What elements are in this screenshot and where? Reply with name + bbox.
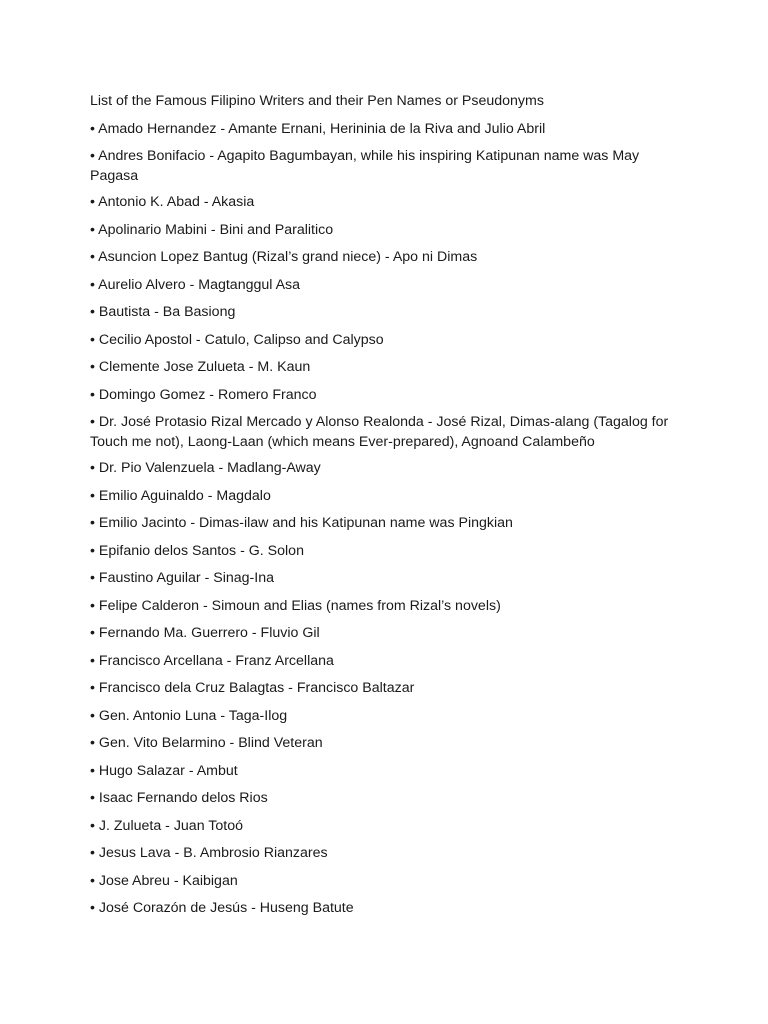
list-item: • Antonio K. Abad - Akasia (90, 194, 255, 210)
list-item: • Bautista - Ba Basiong (90, 304, 236, 320)
list-item: • Aurelio Alvero - Magtanggul Asa (90, 276, 301, 293)
list-item: • Dr. Pio Valenzuela - Madlang-Away (90, 460, 321, 476)
list-item: • Cecilio Apostol - Catulo, Calipso and Calypso (90, 331, 384, 348)
list-item: • Domingo Gomez - Romero Franco (90, 386, 317, 403)
list-item: • Francisco Arcellana - Franz Arcellana (90, 652, 334, 669)
list-item: • Faustino Aguilar - Sinag-Ina (90, 570, 274, 586)
list-item: • Felipe Calderon - Simoun and Elias (names from Rizal’s novels) (90, 597, 501, 614)
list-item: • Andres Bonifacio - Agapito Bagumbayan, while his inspiring Katipunan name was May Pagasa (90, 148, 640, 184)
list-item: • Epifanio delos Santos - G. Solon (90, 542, 304, 559)
list-item: • Jose Abreu - Kaibigan (90, 872, 238, 889)
list-item: • Dr. José Protasio Rizal Mercado y Alonso Realonda - José Rizal, Dimas-alang (Tagalog for Touch me not), Laong-Laan (which means Ever-prepared), Agnoand Calambeño (90, 414, 669, 450)
list-item: • Emilio Aguinaldo - Magdalo (90, 487, 271, 504)
list-item: • Clemente Jose Zulueta - M. Kaun (90, 359, 311, 375)
document-title: List of the Famous Filipino Writers and their Pen Names or Pseudonyms (90, 93, 544, 109)
list-item: • Fernando Ma. Guerrero - Fluvio Gil (90, 625, 320, 641)
list-item: • Asuncion Lopez Bantug (Rizal’s grand niece) - Apo ni Dimas (90, 249, 478, 265)
list-item: • Emilio Jacinto - Dimas-ilaw and his Katipunan name was Pingkian (90, 515, 513, 531)
list-item: • J. Zulueta - Juan Totoó (90, 817, 243, 834)
list-item: • Gen. Antonio Luna - Taga-Ilog (90, 707, 288, 724)
list-item: • Francisco dela Cruz Balagtas - Francisco Baltazar (90, 680, 415, 696)
list-item: • José Corazón de Jesús - Huseng Batute (90, 900, 354, 916)
list-item: • Gen. Vito Belarmino - Blind Veteran (90, 735, 323, 751)
document-page (90, 92, 680, 927)
list-item: • Jesus Lava - B. Ambrosio Rianzares (90, 845, 328, 861)
list-item: • Isaac Fernando delos Rios (90, 790, 268, 806)
list-item: • Hugo Salazar - Ambut (90, 762, 238, 779)
list-item: • Apolinario Mabini - Bini and Paralitico (90, 221, 334, 238)
list-item: • Amado Hernandez - Amante Ernani, Herininia de la Riva and Julio Abril (90, 120, 546, 137)
